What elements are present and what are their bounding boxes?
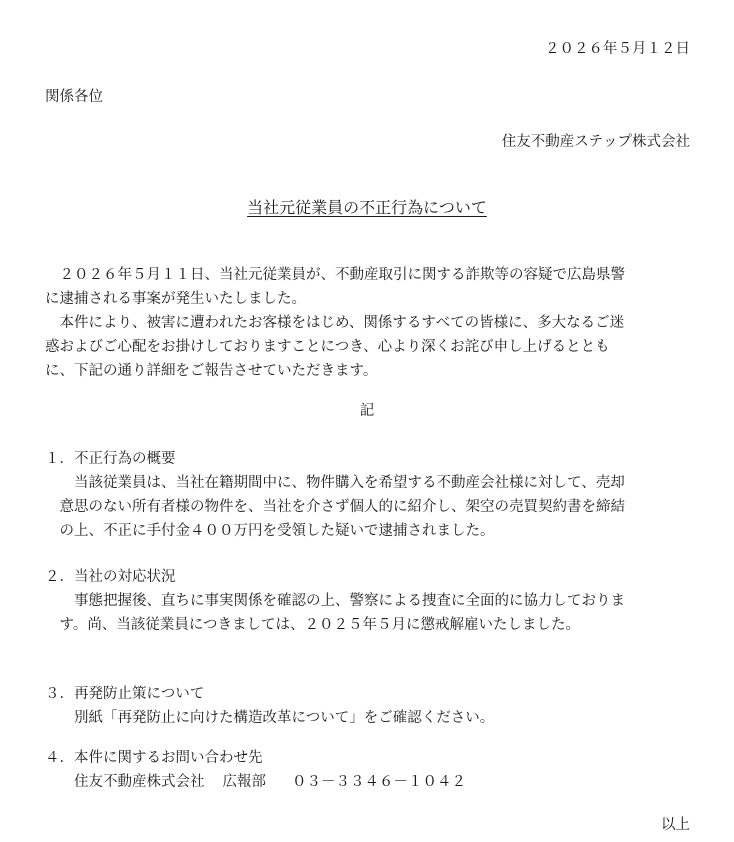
section-2-line: す。尚、当該従業員につきましては、２０２５年５月に懲戒解雇いたしました。 bbox=[45, 617, 581, 633]
section-1-line: の上、不正に手付金４００万円を受領した疑いで逮捕されました。 bbox=[45, 523, 495, 539]
intro-line: に、下記の通り詳細をご報告させていただきます。 bbox=[45, 363, 378, 379]
document-title-text: 当社元従業員の不正行為について bbox=[247, 198, 487, 217]
section-heading-4: ４．本件に関するお問い合わせ先 bbox=[45, 750, 263, 766]
section-heading-1: １．不正行為の概要 bbox=[45, 451, 176, 467]
section-2-line: 事態把握後、直ちに事実関係を確認の上、警察による捜査に全面的に協力しておりま bbox=[45, 593, 625, 609]
recipient: 関係各位 bbox=[45, 89, 103, 105]
contact-company: 住友不動産株式会社 bbox=[74, 774, 205, 790]
intro-line: ２０２６年５月１１日、当社元従業員が、不動産取引に関する詐欺等の容疑で広島県警 bbox=[45, 267, 625, 283]
contact-phone: ０３－３３４６－１０４２ bbox=[292, 774, 466, 790]
contact-department: 広報部 bbox=[222, 774, 266, 790]
document-date: ２０２６年５月１２日 bbox=[545, 41, 690, 57]
intro-line: 惑およびご心配をお掛けしておりますことにつき、心より深くお詫び申し上げるととも bbox=[45, 339, 610, 355]
intro-line: 本件により、被害に遭われたお客様をはじめ、関係するすべての皆様に、多大なるご迷 bbox=[45, 315, 625, 331]
section-heading-2: ２．当社の対応状況 bbox=[45, 569, 176, 585]
section-heading-3: ３．再発防止策について bbox=[45, 686, 205, 702]
ki-marker: 記 bbox=[359, 403, 375, 419]
contact-line bbox=[45, 772, 466, 792]
section-1-line: 意思のない所有者様の物件を、当社を介さず個人的に紹介し、架空の売買契約書を締結 bbox=[45, 499, 625, 515]
section-3-line: 別紙「再発防止に向けた構造改革について」をご確認ください。 bbox=[45, 710, 495, 726]
section-1-line: 当該従業員は、当社在籍期間中に、物件購入を希望する不動産会社様に対して、売却 bbox=[45, 475, 625, 491]
issuing-company: 住友不動産ステップ株式会社 bbox=[501, 134, 690, 150]
document-title bbox=[0, 198, 734, 218]
intro-line: に逮捕される事案が発生いたしました。 bbox=[45, 291, 306, 307]
closing-ijou: 以上 bbox=[661, 817, 690, 833]
